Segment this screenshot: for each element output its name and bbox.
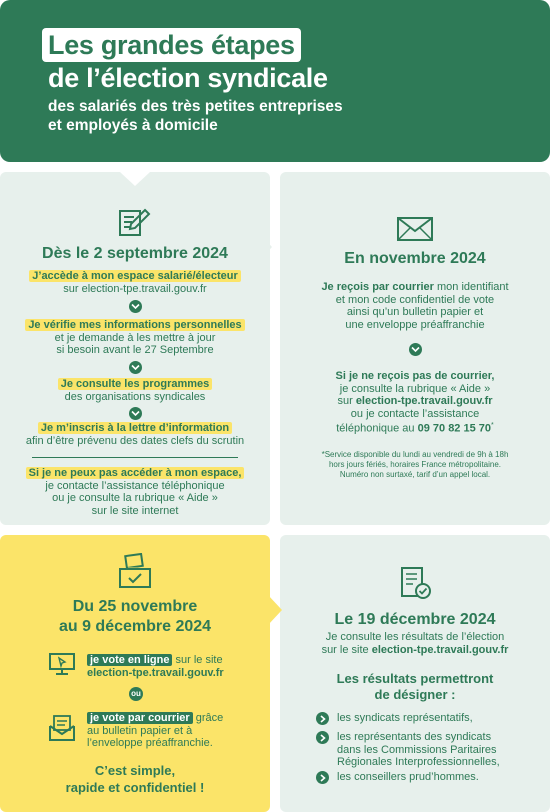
step-line: ou je consulte la rubrique « Aide » — [52, 492, 218, 504]
step-line: sur le site internet — [91, 504, 179, 517]
divider — [32, 457, 238, 458]
panel-step-results — [280, 535, 550, 812]
results-title-line-2: de désigner : — [374, 687, 456, 702]
bullet-text — [337, 731, 537, 769]
text: et mon code confidentiel de vote — [335, 293, 495, 306]
or-badge: ou — [129, 687, 143, 701]
text: l’enveloppe préaffranchie. — [87, 737, 213, 749]
step-line: sur election-tpe.travail.gouv.fr — [63, 282, 207, 295]
text: sur le site — [172, 654, 223, 666]
text: mon identifiant — [433, 281, 509, 293]
subtitle-line-2: et employés à domicile — [48, 117, 218, 134]
mail-receipt-text — [280, 281, 550, 331]
footnote-mark: * — [491, 422, 494, 429]
chevron-down-icon — [409, 343, 422, 356]
panel-step-vote — [0, 535, 270, 812]
phone-number[interactable]: 09 70 82 15 70 — [417, 422, 492, 435]
date-heading: Le 19 décembre 2024 — [334, 611, 496, 628]
step-no-access — [0, 467, 270, 517]
bold-text: Je reçois par courrier — [321, 281, 434, 293]
bold-text: Si je ne reçois pas de courrier, — [335, 370, 495, 382]
results-title-line-1: Les résultats permettront — [336, 671, 494, 686]
chevron-right-icon — [316, 731, 329, 744]
title-line-2: de l’élection syndicale — [48, 63, 328, 93]
ballot-box-icon — [117, 553, 153, 589]
panel-step-november — [280, 172, 550, 525]
footnote — [280, 450, 550, 480]
step-line: afin d’être prévenu des dates clefs du scrutin — [25, 434, 245, 447]
text: les conseillers prud’hommes. — [337, 771, 479, 783]
checklist-icon — [399, 565, 433, 601]
vote-mail-label: je vote par courrier — [87, 712, 193, 724]
text: téléphonique au — [336, 422, 418, 435]
chevron-right-icon — [316, 771, 329, 784]
step-highlight: Je vérifie mes informations personnelles — [25, 319, 244, 331]
footnote-line: hors jours fériés, horaires France métropolitaine. — [328, 460, 502, 469]
step-highlight: J’accède à mon espace salarié/électeur — [29, 270, 240, 282]
results-intro — [280, 631, 550, 656]
date-heading-line-2: au 9 décembre 2024 — [58, 618, 212, 635]
step-line: je contacte l’assistance téléphonique — [45, 479, 225, 492]
step-line: et je demande à les mettre à jour — [54, 331, 216, 344]
step-access-space — [0, 270, 270, 295]
step-line: si besoin avant le 27 Septembre — [56, 344, 214, 356]
notepad-pencil-icon — [117, 206, 151, 238]
title-line-1: Les grandes étapes — [42, 28, 301, 62]
no-mail-text — [280, 370, 550, 435]
notch-top — [120, 172, 150, 186]
step-highlight: Si je ne peux pas accéder à mon espace, — [26, 467, 245, 479]
subtitle — [48, 97, 508, 135]
text: une enveloppe préaffranchie — [345, 318, 485, 331]
text: sur — [337, 395, 356, 407]
text: je consulte la rubrique « Aide » — [339, 382, 491, 395]
step-highlight: Je consulte les programmes — [58, 378, 213, 390]
text: sur le site — [321, 643, 372, 656]
date-heading-line-1: Du 25 novembre — [72, 598, 198, 615]
text: Régionales Interprofessionnelles, — [337, 756, 500, 768]
date-heading: Dès le 2 septembre 2024 — [42, 245, 228, 262]
date-heading: En novembre 2024 — [344, 250, 486, 267]
website-link[interactable]: election-tpe.travail.gouv.fr — [355, 395, 493, 407]
step-highlight: Je m’inscris à la lettre d’information — [38, 422, 232, 434]
computer-screen-icon — [48, 652, 76, 676]
text: au bulletin papier et à — [87, 724, 193, 737]
closing-line-1: C’est simple, — [94, 763, 176, 778]
footnote-line: *Service disponible du lundi au vendredi de 9h à 18h — [321, 450, 509, 459]
header-banner — [0, 0, 550, 162]
bullet-text — [337, 771, 537, 784]
footnote-line: Numéro non surtaxé, tarif d’un appel local. — [339, 470, 491, 479]
text: ou je contacte l’assistance — [350, 407, 480, 420]
text: les représentants des syndicats — [337, 731, 492, 743]
bullet-text — [337, 712, 537, 725]
chevron-down-icon — [129, 361, 142, 374]
text: les syndicats représentatifs, — [337, 712, 473, 724]
step-line: des organisations syndicales — [64, 390, 206, 403]
chevron-down-icon — [129, 407, 142, 420]
chevron-right-icon — [316, 712, 329, 725]
text: Je consulte les résultats de l’élection — [325, 631, 505, 643]
text: ainsi qu’un bulletin papier et — [346, 306, 484, 318]
step-newsletter — [0, 422, 270, 447]
subtitle-line-1: des salariés des très petites entreprises — [48, 98, 343, 115]
vote-online-text — [87, 654, 224, 679]
text: grâce — [192, 712, 224, 724]
letter-envelope-icon — [48, 714, 76, 742]
website-link[interactable]: election-tpe.travail.gouv.fr — [87, 666, 224, 679]
closing-line-2: rapide et confidentiel ! — [65, 780, 205, 795]
step-programs — [0, 378, 270, 403]
vote-online-label: je vote en ligne — [87, 654, 172, 666]
website-link[interactable]: election-tpe.travail.gouv.fr — [371, 643, 509, 656]
text: dans les Commissions Paritaires — [337, 743, 497, 756]
chevron-down-icon — [129, 300, 142, 313]
envelope-icon — [396, 216, 434, 242]
step-verify-info — [0, 319, 270, 357]
vote-mail-text — [87, 712, 223, 750]
panel-step-september — [0, 172, 270, 525]
